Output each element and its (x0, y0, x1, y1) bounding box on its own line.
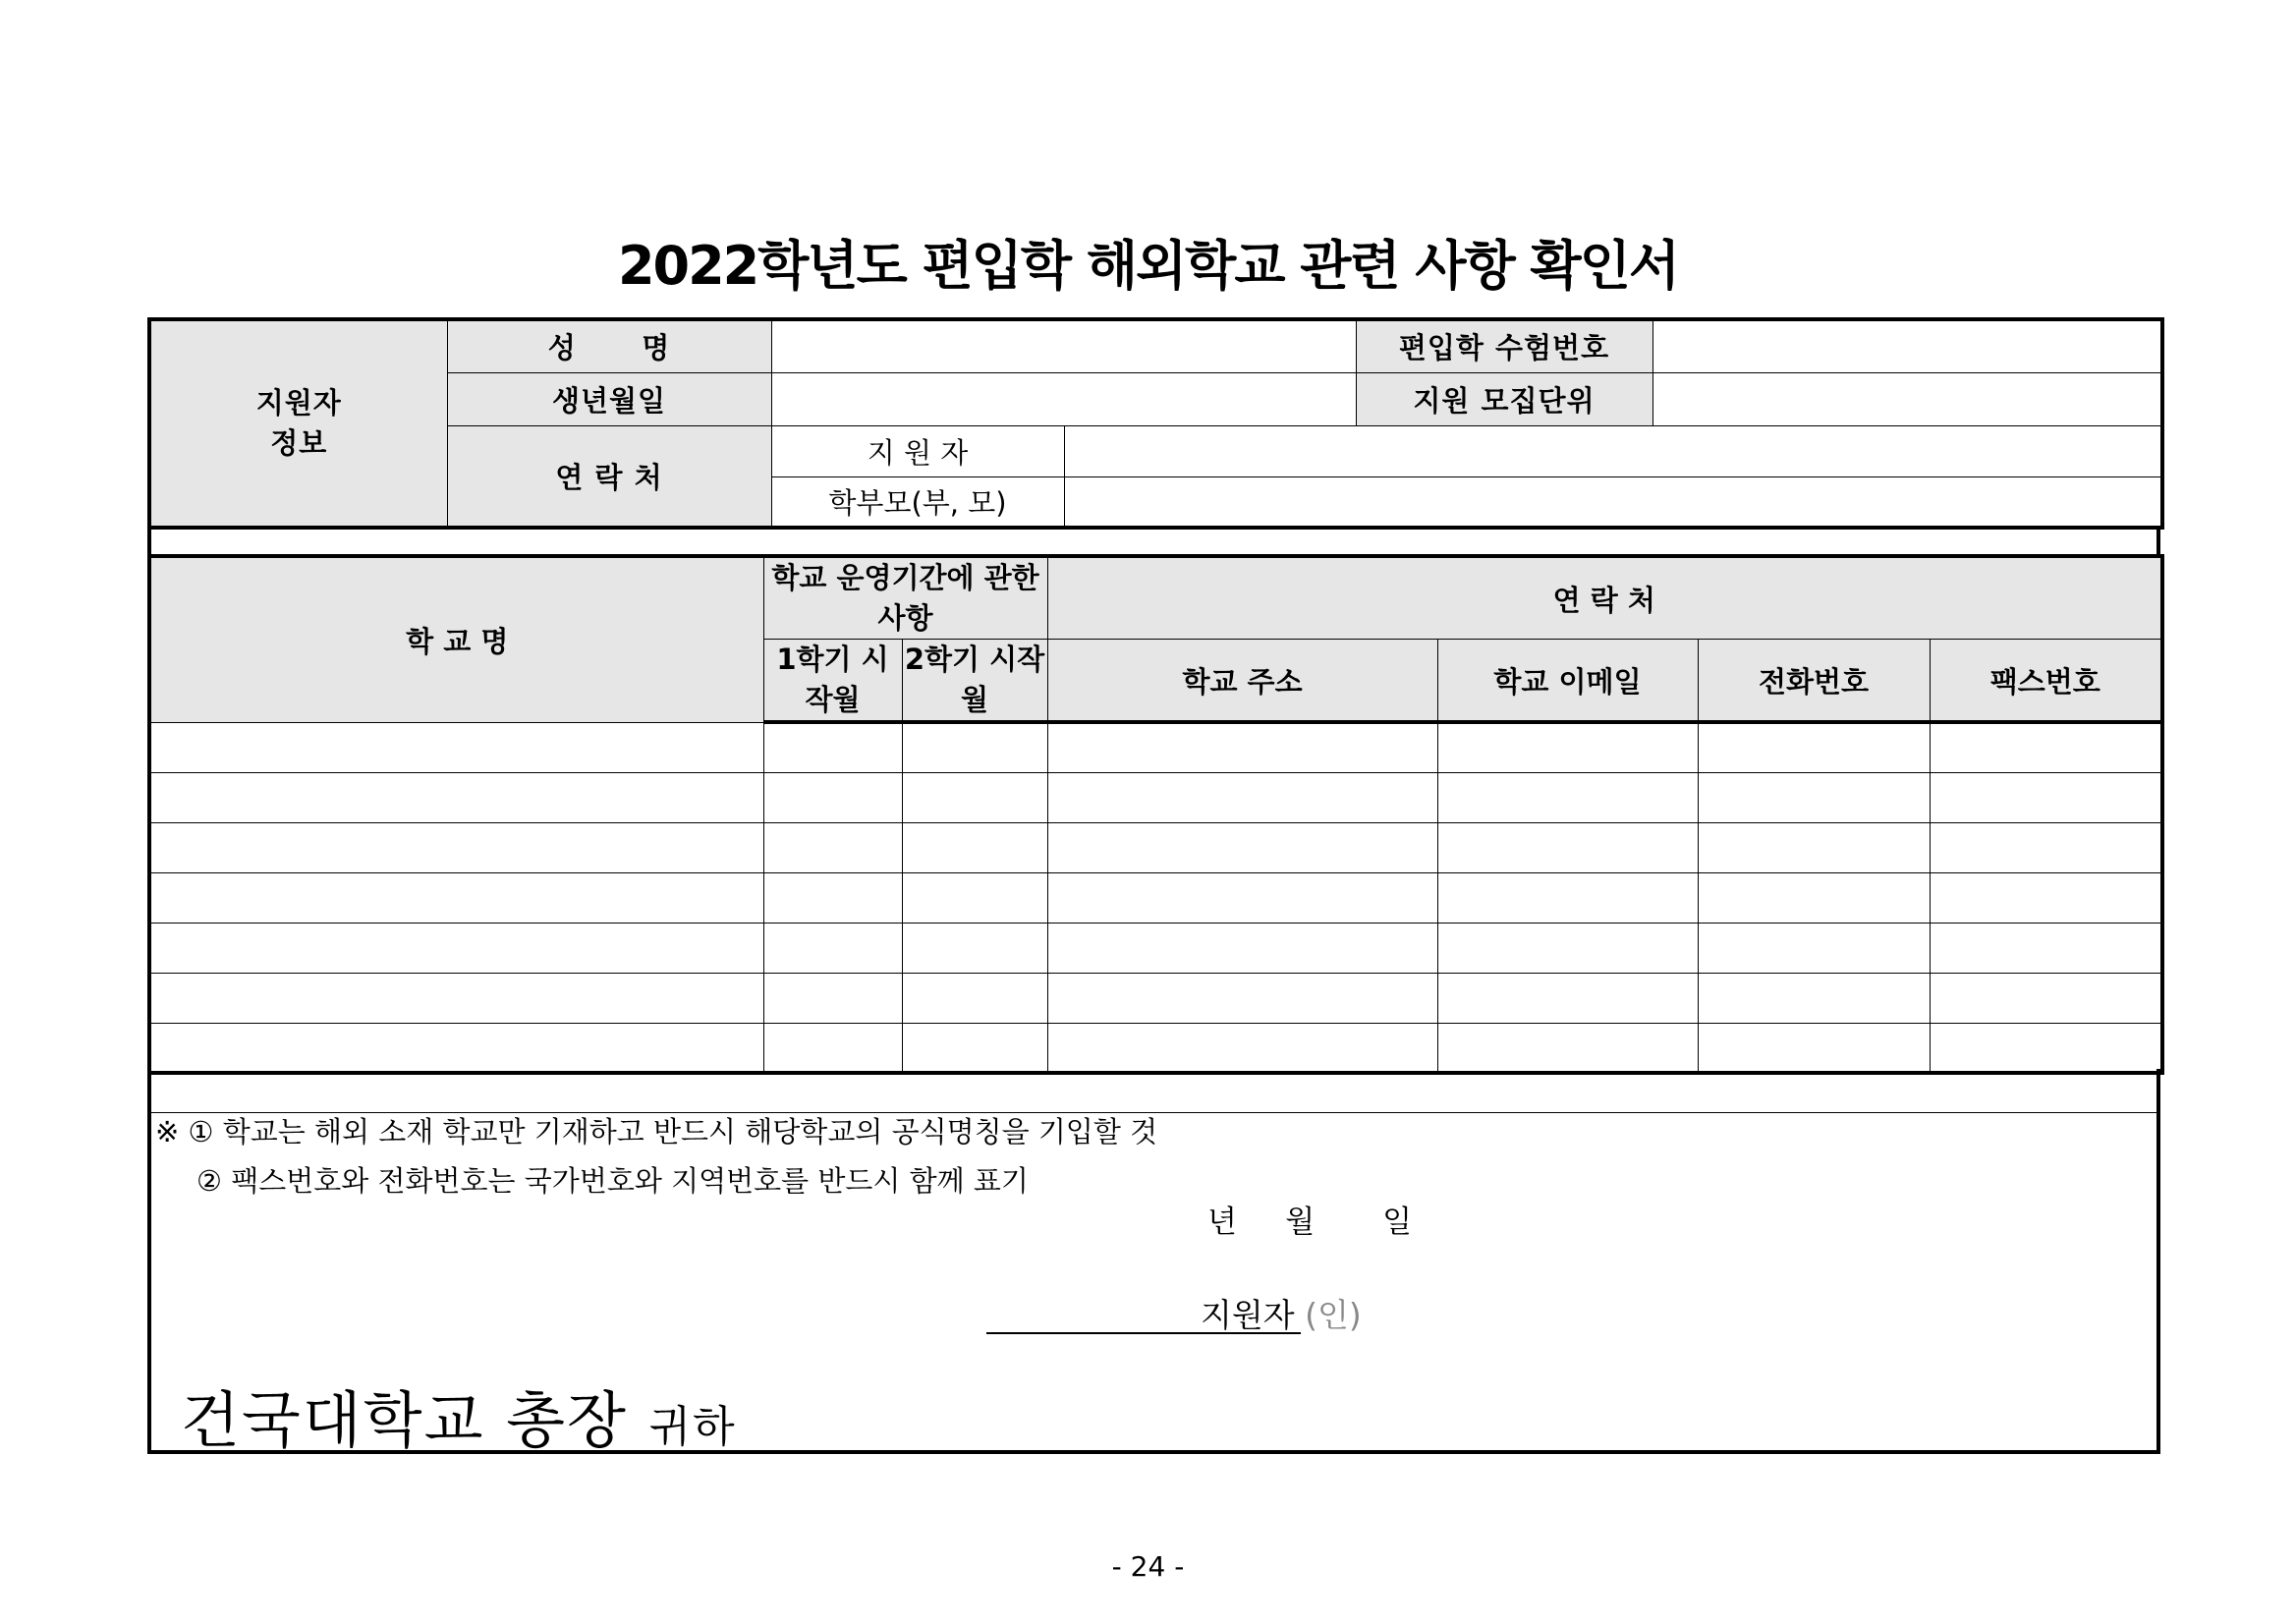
table-cell[interactable] (1047, 973, 1437, 1023)
applicant-section-label (149, 319, 447, 528)
table-cell[interactable] (1698, 1023, 1930, 1073)
table-row (149, 772, 2162, 822)
table-cell[interactable] (1930, 822, 2162, 872)
table-row (149, 973, 2162, 1023)
table-cell[interactable] (763, 722, 902, 772)
contact-label: 연 락 처 (447, 425, 771, 528)
school-name-header: 학 교 명 (149, 556, 763, 722)
table-row (149, 722, 2162, 772)
table-cell[interactable] (149, 923, 763, 973)
contact-parent-field[interactable] (1064, 476, 2162, 528)
operation-period-header: 학교 운영기간에 관한 사항 (763, 556, 1047, 640)
table-cell[interactable] (1437, 923, 1698, 973)
page-number: - 24 - (1111, 1550, 1185, 1583)
table-cell[interactable] (1047, 1023, 1437, 1073)
note-1: ※ ① 학교는 해외 소재 학교만 기재하고 반드시 해당학교의 공식명칭을 기입할 것 (155, 1115, 1158, 1148)
applicant-label-line2: 정보 (270, 426, 328, 460)
table-cell[interactable] (1437, 973, 1698, 1023)
unit-field[interactable] (1652, 372, 2162, 425)
unit-label: 지원 모집단위 (1356, 372, 1652, 425)
table-cell[interactable] (1698, 973, 1930, 1023)
table-cell[interactable] (1047, 722, 1437, 772)
table-cell[interactable] (149, 722, 763, 772)
table-cell[interactable] (763, 923, 902, 973)
birthdate-label: 생년월일 (447, 372, 771, 425)
table-cell[interactable] (763, 973, 902, 1023)
table-cell[interactable] (902, 722, 1047, 772)
table-cell[interactable] (1437, 722, 1698, 772)
table-cell[interactable] (1698, 872, 1930, 923)
table-cell[interactable] (1930, 1023, 2162, 1073)
section-divider (147, 526, 2160, 554)
contact-applicant-label: 지 원 자 (771, 425, 1064, 476)
table-cell[interactable] (1437, 772, 1698, 822)
table-cell[interactable] (1437, 872, 1698, 923)
notes-section (147, 1069, 2160, 1454)
table-cell[interactable] (1047, 822, 1437, 872)
phone-number-header: 전화번호 (1698, 640, 1930, 723)
table-cell[interactable] (1047, 923, 1437, 973)
name-field[interactable] (771, 319, 1356, 372)
table-cell[interactable] (1930, 923, 2162, 973)
applicant-label-line1: 지원자 (255, 386, 342, 420)
exam-number-label: 편입학 수험번호 (1356, 319, 1652, 372)
table-cell[interactable] (1047, 872, 1437, 923)
table-cell[interactable] (763, 872, 902, 923)
semester1-start-header: 1학기 시작월 (763, 640, 902, 723)
table-cell[interactable] (1930, 722, 2162, 772)
document-title: 2022학년도 편입학 해외학교 관련 사항 확인서 (617, 235, 1679, 297)
schools-table (147, 554, 2164, 1075)
school-contact-header: 연 락 처 (1047, 556, 2162, 640)
table-cell[interactable] (763, 1023, 902, 1073)
table-cell[interactable] (149, 872, 763, 923)
school-email-header: 학교 이메일 (1437, 640, 1698, 723)
fax-number-header: 팩스번호 (1930, 640, 2162, 723)
table-cell[interactable] (763, 822, 902, 872)
table-cell[interactable] (902, 772, 1047, 822)
table-cell[interactable] (149, 973, 763, 1023)
table-row (149, 822, 2162, 872)
table-row (149, 872, 2162, 923)
table-cell[interactable] (1047, 772, 1437, 822)
note-2: ② 팩스번호와 전화번호는 국가번호와 지역번호를 반드시 함께 표기 (196, 1164, 1029, 1198)
school-rows (149, 722, 2162, 1073)
signature-label: 지원자 (1201, 1296, 1295, 1334)
signature-block (1201, 1290, 1362, 1336)
table-cell[interactable] (1698, 772, 1930, 822)
seal-mark: (인) (1305, 1296, 1362, 1334)
table-row (149, 923, 2162, 973)
table-row (149, 1023, 2162, 1073)
applicant-info-table (147, 317, 2164, 530)
table-cell[interactable] (1698, 722, 1930, 772)
table-cell[interactable] (149, 1023, 763, 1073)
table-cell[interactable] (902, 1023, 1047, 1073)
table-cell[interactable] (1698, 923, 1930, 973)
table-cell[interactable] (1698, 822, 1930, 872)
contact-parent-label: 학부모(부, 모) (771, 476, 1064, 528)
table-cell[interactable] (1930, 872, 2162, 923)
table-cell[interactable] (902, 822, 1047, 872)
semester2-start-header: 2학기 시작월 (902, 640, 1047, 723)
table-cell[interactable] (902, 923, 1047, 973)
name-label: 성 명 (447, 319, 771, 372)
exam-number-field[interactable] (1652, 319, 2162, 372)
table-cell[interactable] (902, 973, 1047, 1023)
table-cell[interactable] (1930, 973, 2162, 1023)
addressee-suffix: 귀하 (648, 1402, 737, 1452)
contact-applicant-field[interactable] (1064, 425, 2162, 476)
table-cell[interactable] (1437, 822, 1698, 872)
birthdate-field[interactable] (771, 372, 1356, 425)
table-cell[interactable] (902, 872, 1047, 923)
school-address-header: 학교 주소 (1047, 640, 1437, 723)
table-cell[interactable] (149, 772, 763, 822)
table-cell[interactable] (1437, 1023, 1698, 1073)
table-cell[interactable] (763, 772, 902, 822)
table-cell[interactable] (149, 822, 763, 872)
date-line[interactable]: 년 월 일 (1207, 1204, 1413, 1240)
addressee-name: 건국대학교 총장 (181, 1384, 628, 1456)
addressee (181, 1372, 737, 1459)
table-cell[interactable] (1930, 772, 2162, 822)
